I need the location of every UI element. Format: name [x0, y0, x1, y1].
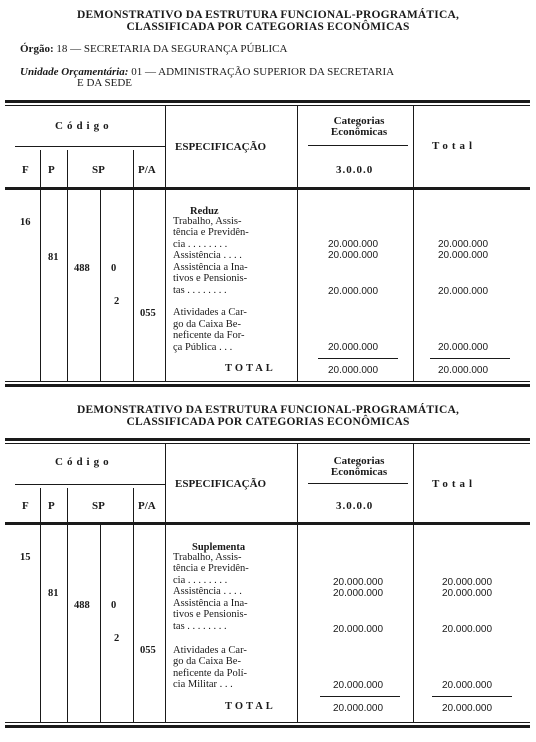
table2-spec-line: Assistência . . . .: [173, 586, 242, 597]
table1-code-pa: 055: [140, 308, 156, 319]
table2-header-categorias-line2: Econômicas: [330, 466, 388, 478]
table1-vline-cat: [297, 106, 298, 381]
table1-header-pa: P/A: [138, 164, 156, 176]
table2-vline-total: [413, 444, 414, 722]
table1-total-sum-rule: [430, 358, 510, 359]
table2-vline-spec: [165, 444, 166, 722]
table2-top-rule: [5, 438, 530, 441]
table1-spec-line: Assistência a Ina-: [173, 262, 248, 273]
table2-spec-line: tas . . . . . . . .: [173, 621, 227, 632]
unidade-label: Unidade Orçamentária:: [20, 66, 129, 78]
table1-cat-total: 20.000.000: [328, 365, 379, 376]
table2-spec-line: go da Caixa Be-: [173, 656, 241, 667]
table1-spec-line: neficente da For-: [173, 330, 245, 341]
table2-vline-p: [67, 488, 68, 722]
table1-code-sub1: 0: [111, 263, 117, 274]
table1-vline-spec: [165, 106, 166, 381]
table1-top-rule: [5, 100, 530, 103]
table1-cat-value: 20.000.000: [328, 342, 379, 353]
table2-grand-total: 20.000.000: [442, 703, 493, 714]
table1-header-rule: [5, 187, 530, 190]
table2-code-sp: 488: [74, 600, 90, 611]
table2-spec-line: Assistência a Ina-: [173, 598, 248, 609]
table2-vline-sp1: [100, 525, 101, 722]
table1-total-value: 20.000.000: [438, 342, 489, 353]
block1-title-line2: CLASSIFICADA POR CATEGORIAS ECONÔMICAS: [126, 21, 410, 33]
table1-header-sp: SP: [92, 164, 105, 176]
table2-total-value: 20.000.000: [442, 624, 493, 635]
table2-code-p: 81: [48, 588, 59, 599]
table2-header-code: 3.0.0.0: [336, 500, 374, 512]
table1-spec-line: tência e Previdên-: [173, 227, 249, 238]
table1-code-f: 16: [20, 217, 31, 228]
table2-total-value: 20.000.000: [442, 577, 493, 588]
table2-header-categorias-line1: Categorias: [333, 455, 385, 467]
table1-header-codigo: Código: [55, 120, 113, 132]
table2-cat-total: 20.000.000: [333, 703, 384, 714]
table1-vline-pa: [133, 150, 134, 381]
table2-header-f: F: [22, 500, 29, 512]
table2-code-sub2: 2: [114, 633, 120, 644]
table1-categorias-underline: [308, 145, 408, 146]
table2-bottom-rule: [5, 725, 530, 728]
table2-header-sp: SP: [92, 500, 105, 512]
orgao-line: [20, 43, 287, 55]
table2-spec-line: tivos e Pensionis-: [173, 609, 248, 620]
table1-vline-sp1: [100, 190, 101, 381]
table1-total-value: 20.000.000: [438, 286, 489, 297]
table2-total-sum-rule: [432, 696, 512, 697]
table1-spec-line: go da Caixa Be-: [173, 319, 241, 330]
table2-header-pa: P/A: [138, 500, 156, 512]
table1-header-p: P: [48, 164, 55, 176]
table1-spec-line: tivos e Pensionis-: [173, 273, 248, 284]
table1-bottom-rule-thin: [5, 381, 530, 382]
table1-top-rule-thin: [5, 105, 530, 106]
table2-spec-line: Atividades a Car-: [173, 645, 247, 656]
table1-spec-heading: Reduz: [190, 206, 219, 217]
table1-spec-line: Trabalho, Assis-: [173, 216, 242, 227]
table2-vline-cat: [297, 444, 298, 722]
table2-code-sub1: 0: [111, 600, 117, 611]
table2-header-especificacao: ESPECIFICAÇÃO: [175, 478, 267, 490]
table2-total-value: 20.000.000: [442, 588, 493, 599]
table1-spec-line: Assistência . . . .: [173, 250, 242, 261]
table2-categorias-underline: [308, 483, 408, 484]
unidade-value-cont: E DA SEDE: [77, 77, 132, 89]
table2-spec-line: Trabalho, Assis-: [173, 552, 242, 563]
orgao-label: Órgão:: [20, 43, 54, 55]
table2-vline-pa: [133, 488, 134, 722]
table2-spec-heading: Suplementa: [192, 542, 246, 553]
table2-codigo-underline: [15, 484, 165, 485]
table2-header-p: P: [48, 500, 55, 512]
table2-cat-sum-rule: [320, 696, 400, 697]
table1-code-p: 81: [48, 252, 59, 263]
orgao-value: 18 — SECRETARIA DA SEGURANÇA PÚBLICA: [56, 43, 288, 55]
table2-spec-line: tência e Previdên-: [173, 563, 249, 574]
block2-title-line1: DEMONSTRATIVO DA ESTRUTURA FUNCIONAL-PROGRAMÁTICA,: [76, 404, 460, 416]
table2-cat-value: 20.000.000: [333, 624, 384, 635]
table2-code-f: 15: [20, 552, 31, 563]
table2-cat-value: 20.000.000: [333, 588, 384, 599]
table1-cat-value: 20.000.000: [328, 239, 379, 250]
table2-code-pa: 055: [140, 645, 156, 656]
table1-spec-line: ça Pública . . .: [173, 342, 233, 353]
table2-total-label: TOTAL: [225, 701, 276, 712]
table1-grand-total: 20.000.000: [438, 365, 489, 376]
table2-total-value: 20.000.000: [442, 680, 493, 691]
table1-code-sub2: 2: [114, 296, 120, 307]
table1-vline-total: [413, 106, 414, 381]
table1-header-categorias: [310, 116, 408, 138]
table1-total-label: TOTAL: [225, 363, 276, 374]
table1-code-sp: 488: [74, 263, 90, 274]
table1-header-categorias-line2: Econômicas: [330, 126, 388, 138]
table1-vline-f: [40, 150, 41, 381]
table2-vline-f: [40, 488, 41, 722]
table2-spec-line: cia Militar . . .: [173, 679, 233, 690]
table1-header-total: Total: [432, 140, 477, 152]
block2-title-line2: CLASSIFICADA POR CATEGORIAS ECONÔMICAS: [126, 416, 410, 428]
table2-header-total: Total: [432, 478, 477, 490]
table1-spec-line: Atividades a Car-: [173, 307, 247, 318]
table1-header-f: F: [22, 164, 29, 176]
table1-bottom-rule: [5, 384, 530, 387]
table1-header-categorias-line1: Categorias: [333, 115, 385, 127]
table1-total-value: 20.000.000: [438, 250, 489, 261]
table1-header-especificacao: ESPECIFICAÇÃO: [175, 141, 267, 153]
table1-header-code: 3.0.0.0: [336, 164, 374, 176]
table1-cat-sum-rule: [318, 358, 398, 359]
table2-bottom-rule-thin: [5, 722, 530, 723]
table1-cat-value: 20.000.000: [328, 250, 379, 261]
table2-header-categorias: [310, 456, 408, 478]
table2-cat-value: 20.000.000: [333, 577, 384, 588]
table1-total-value: 20.000.000: [438, 239, 489, 250]
table2-top-rule-thin: [5, 443, 530, 444]
table2-header-codigo: Código: [55, 456, 113, 468]
table1-vline-p: [67, 150, 68, 381]
table2-header-rule: [5, 522, 530, 525]
table1-spec-line: cia . . . . . . . .: [173, 239, 228, 250]
table2-spec-line: cia . . . . . . . .: [173, 575, 228, 586]
table1-cat-value: 20.000.000: [328, 286, 379, 297]
table1-codigo-underline: [15, 146, 165, 147]
table1-spec-line: tas . . . . . . . .: [173, 285, 227, 296]
unidade-value: 01 — ADMINISTRAÇÃO SUPERIOR DA SECRETARIA: [131, 66, 395, 78]
block1-title-line1: DEMONSTRATIVO DA ESTRUTURA FUNCIONAL-PROGRAMÁTICA,: [76, 9, 460, 21]
table2-spec-line: neficente da Polí-: [173, 668, 248, 679]
table2-cat-value: 20.000.000: [333, 680, 384, 691]
